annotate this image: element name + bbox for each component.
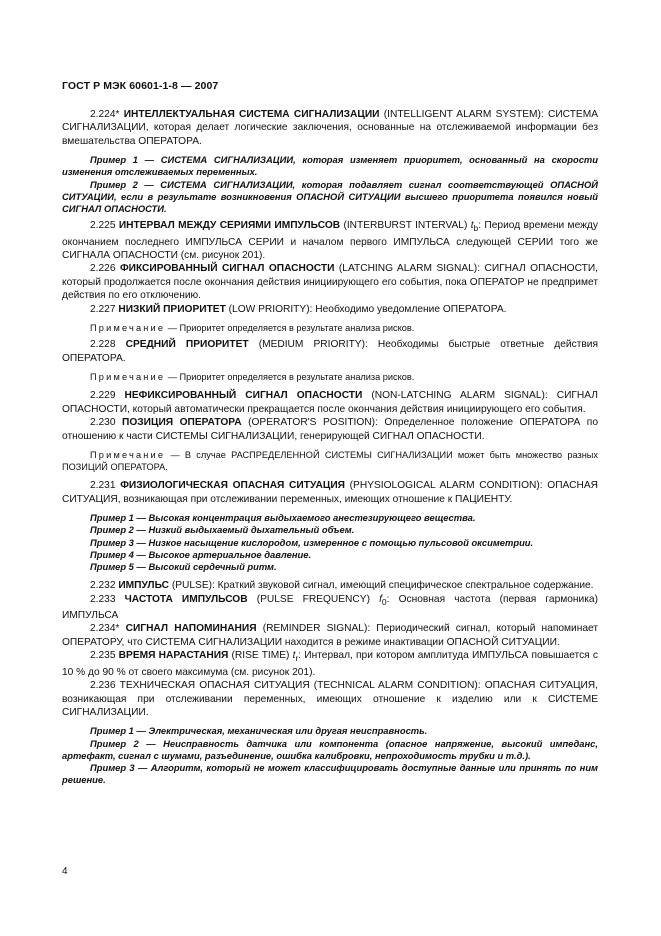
example-2-236-1: Пример 1 — Электрическая, механическая или другая неисправность. (90, 725, 428, 737)
clause-number: 2.236 (90, 680, 116, 692)
definition-2-236 (62, 679, 598, 719)
note-2-230 (62, 449, 598, 473)
term: НЕФИКСИРОВАННЫЙ СИГНАЛ ОПАСНОСТИ (124, 390, 363, 402)
clause-number: 2.232 (90, 580, 116, 592)
page-header: ГОСТ Р МЭК 60601-1-8 — 2007 (62, 80, 219, 92)
definition-text: (INTELLIGENT ALARM SYSTEM): СИСТЕМА СИГНАЛИЗАЦИИ, которая делает логические заключения, основанные на отслеживаемой информации без вмешательства ОПЕРАТОРА. (62, 109, 599, 147)
term: СРЕДНИЙ ПРИОРИТЕТ (125, 339, 249, 351)
note-text: — Приоритет определяется в результате анализа рисков. (165, 372, 415, 383)
term: ИНТЕЛЛЕКТУАЛЬНАЯ СИСТЕМА СИГНАЛИЗАЦИИ (123, 109, 380, 120)
note-text: — В случае РАСПРЕДЕЛЕННОЙ СИСТЕМЫ СИГНАЛИЗАЦИИ может быть множество разных ПОЗИЦИЙ ОПЕРАТОРА. (62, 449, 598, 473)
definition-2-225 (62, 219, 598, 262)
clause-number: 2.224* (90, 109, 120, 120)
term: ВРЕМЯ НАРАСТАНИЯ (118, 650, 229, 662)
clause-number: 2.226 (90, 263, 116, 275)
term: ИНТЕРВАЛ МЕЖДУ СЕРИЯМИ ИМПУЛЬСОВ (118, 220, 341, 232)
example-2-224-1: Пример 1 — СИСТЕМА СИГНАЛИЗАЦИИ, которая изменяет приоритет, основанный на скорости изменения отслеживаемых переменных. (62, 154, 598, 178)
definition-2-227 (62, 303, 598, 316)
definition-text: (PULSE FREQUENCY) (247, 593, 380, 605)
example-2-231-1: Пример 1 — Высокая концентрация выдыхаемого анестезирующего вещества. (90, 512, 476, 524)
definition-2-234 (62, 622, 598, 649)
clause-number: 2.225 (90, 220, 116, 232)
clause-number: 2.228 (90, 339, 116, 351)
term: ФИКСИРОВАННЫЙ СИГНАЛ ОПАСНОСТИ (119, 263, 335, 275)
definition-2-229 (62, 389, 598, 416)
example-2-236-2: Пример 2 — Неисправность датчика или компонента (опасное напряжение, высокий импеданс, артефакт, сигнал с шумами, разъединение, ошибка калибровки, непроходимость трубки и т.д.). (62, 737, 598, 761)
definition-2-232 (62, 579, 598, 592)
note-label: Примечание (90, 449, 166, 460)
term: ФИЗИОЛОГИЧЕСКАЯ ОПАСНАЯ СИТУАЦИЯ (120, 480, 345, 492)
definition-text: (OPERATOR'S POSITION): Определенное положение ОПЕРАТОРА по отношению к части СИСТЕМЫ СИГНАЛИЗАЦИИ, генерирующей СИГНАЛ ОПАСНОСТИ. (62, 417, 598, 442)
definition-2-235 (62, 649, 598, 679)
definition-text: : Интервал, при котором амплитуда ИМПУЛЬСА повышается с 10 % до 90 % от своего максимума (см. рисунок 201). (62, 650, 598, 678)
definition-2-231 (62, 479, 598, 506)
definition-text: ТЕХНИЧЕСКАЯ ОПАСНАЯ СИТУАЦИЯ (TECHNICAL ALARM CONDITION): ОПАСНАЯ СИТУАЦИЯ, возникающая при отслеживании переменных, имеющих отношение к изделию или к СИСТЕМЕ СИГНАЛИЗАЦИИ. (62, 680, 598, 718)
definition-text: : Основная частота (первая гармоника) ИМПУЛЬСА (62, 593, 598, 622)
symbol: t (292, 650, 296, 662)
definition-2-224 (62, 108, 598, 148)
term: ПОЗИЦИЯ ОПЕРАТОРА (122, 417, 242, 429)
symbol-subscript: 0 (381, 596, 387, 607)
note-label: Примечание (90, 323, 166, 334)
symbol-subscript: r (295, 653, 299, 664)
clause-number: 2.233 (90, 593, 116, 605)
term: ИМПУЛЬС (118, 580, 169, 592)
definition-text: (PHYSIOLOGICAL ALARM CONDITION): ОПАСНАЯ СИТУАЦИЯ, возникающая при отслеживании переменных, имеющих отношение к ПАЦИЕНТУ. (62, 480, 598, 505)
clause-number: 2.235 (90, 650, 116, 662)
definition-text: (INTERBURST INTERVAL) (340, 220, 471, 232)
definition-text: (LOW PRIORITY): Необходимо уведомление ОПЕРАТОРА. (225, 303, 507, 315)
term: НИЗКИЙ ПРИОРИТЕТ (118, 303, 226, 315)
definition-2-233 (62, 593, 598, 623)
page-content (62, 108, 598, 786)
clause-number: 2.227 (90, 303, 116, 315)
note-label: Примечание (90, 372, 166, 383)
example-2-231-2: Пример 2 — Низкий выдыхаемый дыхательный объем. (90, 524, 355, 536)
definition-2-226 (62, 262, 598, 302)
example-2-224-2: Пример 2 — СИСТЕМА СИГНАЛИЗАЦИИ, которая подавляет сигнал соответствующей ОПАСНОЙ СИТУАЦИИ, если в результате возникновения ОПАСНОЙ СИТУАЦИИ высшего приоритета появился новый СИГНАЛ ОПАСНОСТИ. (62, 178, 598, 215)
definition-text: (NON-LATCHING ALARM SIGNAL): СИГНАЛ ОПАСНОСТИ, который автоматически прекращается после окончания действия инициирующего его события. (62, 390, 598, 415)
symbol: t (470, 220, 474, 232)
definition-text: (LATCHING ALARM SIGNAL): СИГНАЛ ОПАСНОСТИ, который продолжается после окончания действия инициирующего его события, пока ОПЕРАТОР не предпримет действия по его отключению. (62, 263, 598, 302)
definition-text: (RISE TIME) (228, 650, 293, 662)
term: ЧАСТОТА ИМПУЛЬСОВ (124, 593, 248, 605)
definition-text: (PULSE): Краткий звуковой сигнал, имеющий специфическое спектральное содержание. (169, 580, 594, 592)
clause-number: 2.231 (90, 480, 116, 492)
definition-text: (MEDIUM PRIORITY): Необходимы быстрые ответные действия ОПЕРАТОРА. (62, 339, 598, 364)
definition-text: (REMINDER SIGNAL): Периодический сигнал, который напоминает ОПЕРАТОРУ, что СИСТЕМА СИГНАЛИЗАЦИИ находится в режиме инактивации ОПАСНОЙ СИТУАЦИИ. (62, 623, 598, 648)
definition-2-228 (62, 338, 598, 365)
clause-number: 2.229 (90, 390, 116, 402)
term: СИГНАЛ НАПОМИНАНИЯ (125, 623, 257, 635)
example-2-236-3: Пример 3 — Алгоритм, который не может классифицировать доступные данные или принять по ним решение. (62, 761, 598, 786)
note-2-228 (62, 371, 598, 383)
clause-number: 2.230 (90, 417, 116, 429)
symbol-subscript: b (473, 223, 479, 234)
clause-number: 2.234* (90, 623, 120, 635)
example-2-231-3: Пример 3 — Низкое насыщение кислородом, измеренное с помощью пульсовой оксиметрии. (90, 536, 534, 548)
example-2-231-5: Пример 5 — Высокий сердечный ритм. (90, 560, 277, 572)
note-text: — Приоритет определяется в результате анализа рисков. (165, 323, 415, 334)
symbol: f (379, 593, 382, 605)
note-2-227 (62, 322, 598, 334)
page-number: 4 (62, 866, 68, 877)
example-2-231-4: Пример 4 — Высокое артериальное давление. (90, 548, 312, 560)
definition-text: : Период времени между окончанием последнего ИМПУЛЬСА СЕРИИ и началом первого ИМПУЛЬСА следующей СЕРИИ того же СИГНАЛА ОПАСНОСТИ (см. рисунок 201). (62, 220, 598, 262)
definition-2-230 (62, 416, 598, 443)
